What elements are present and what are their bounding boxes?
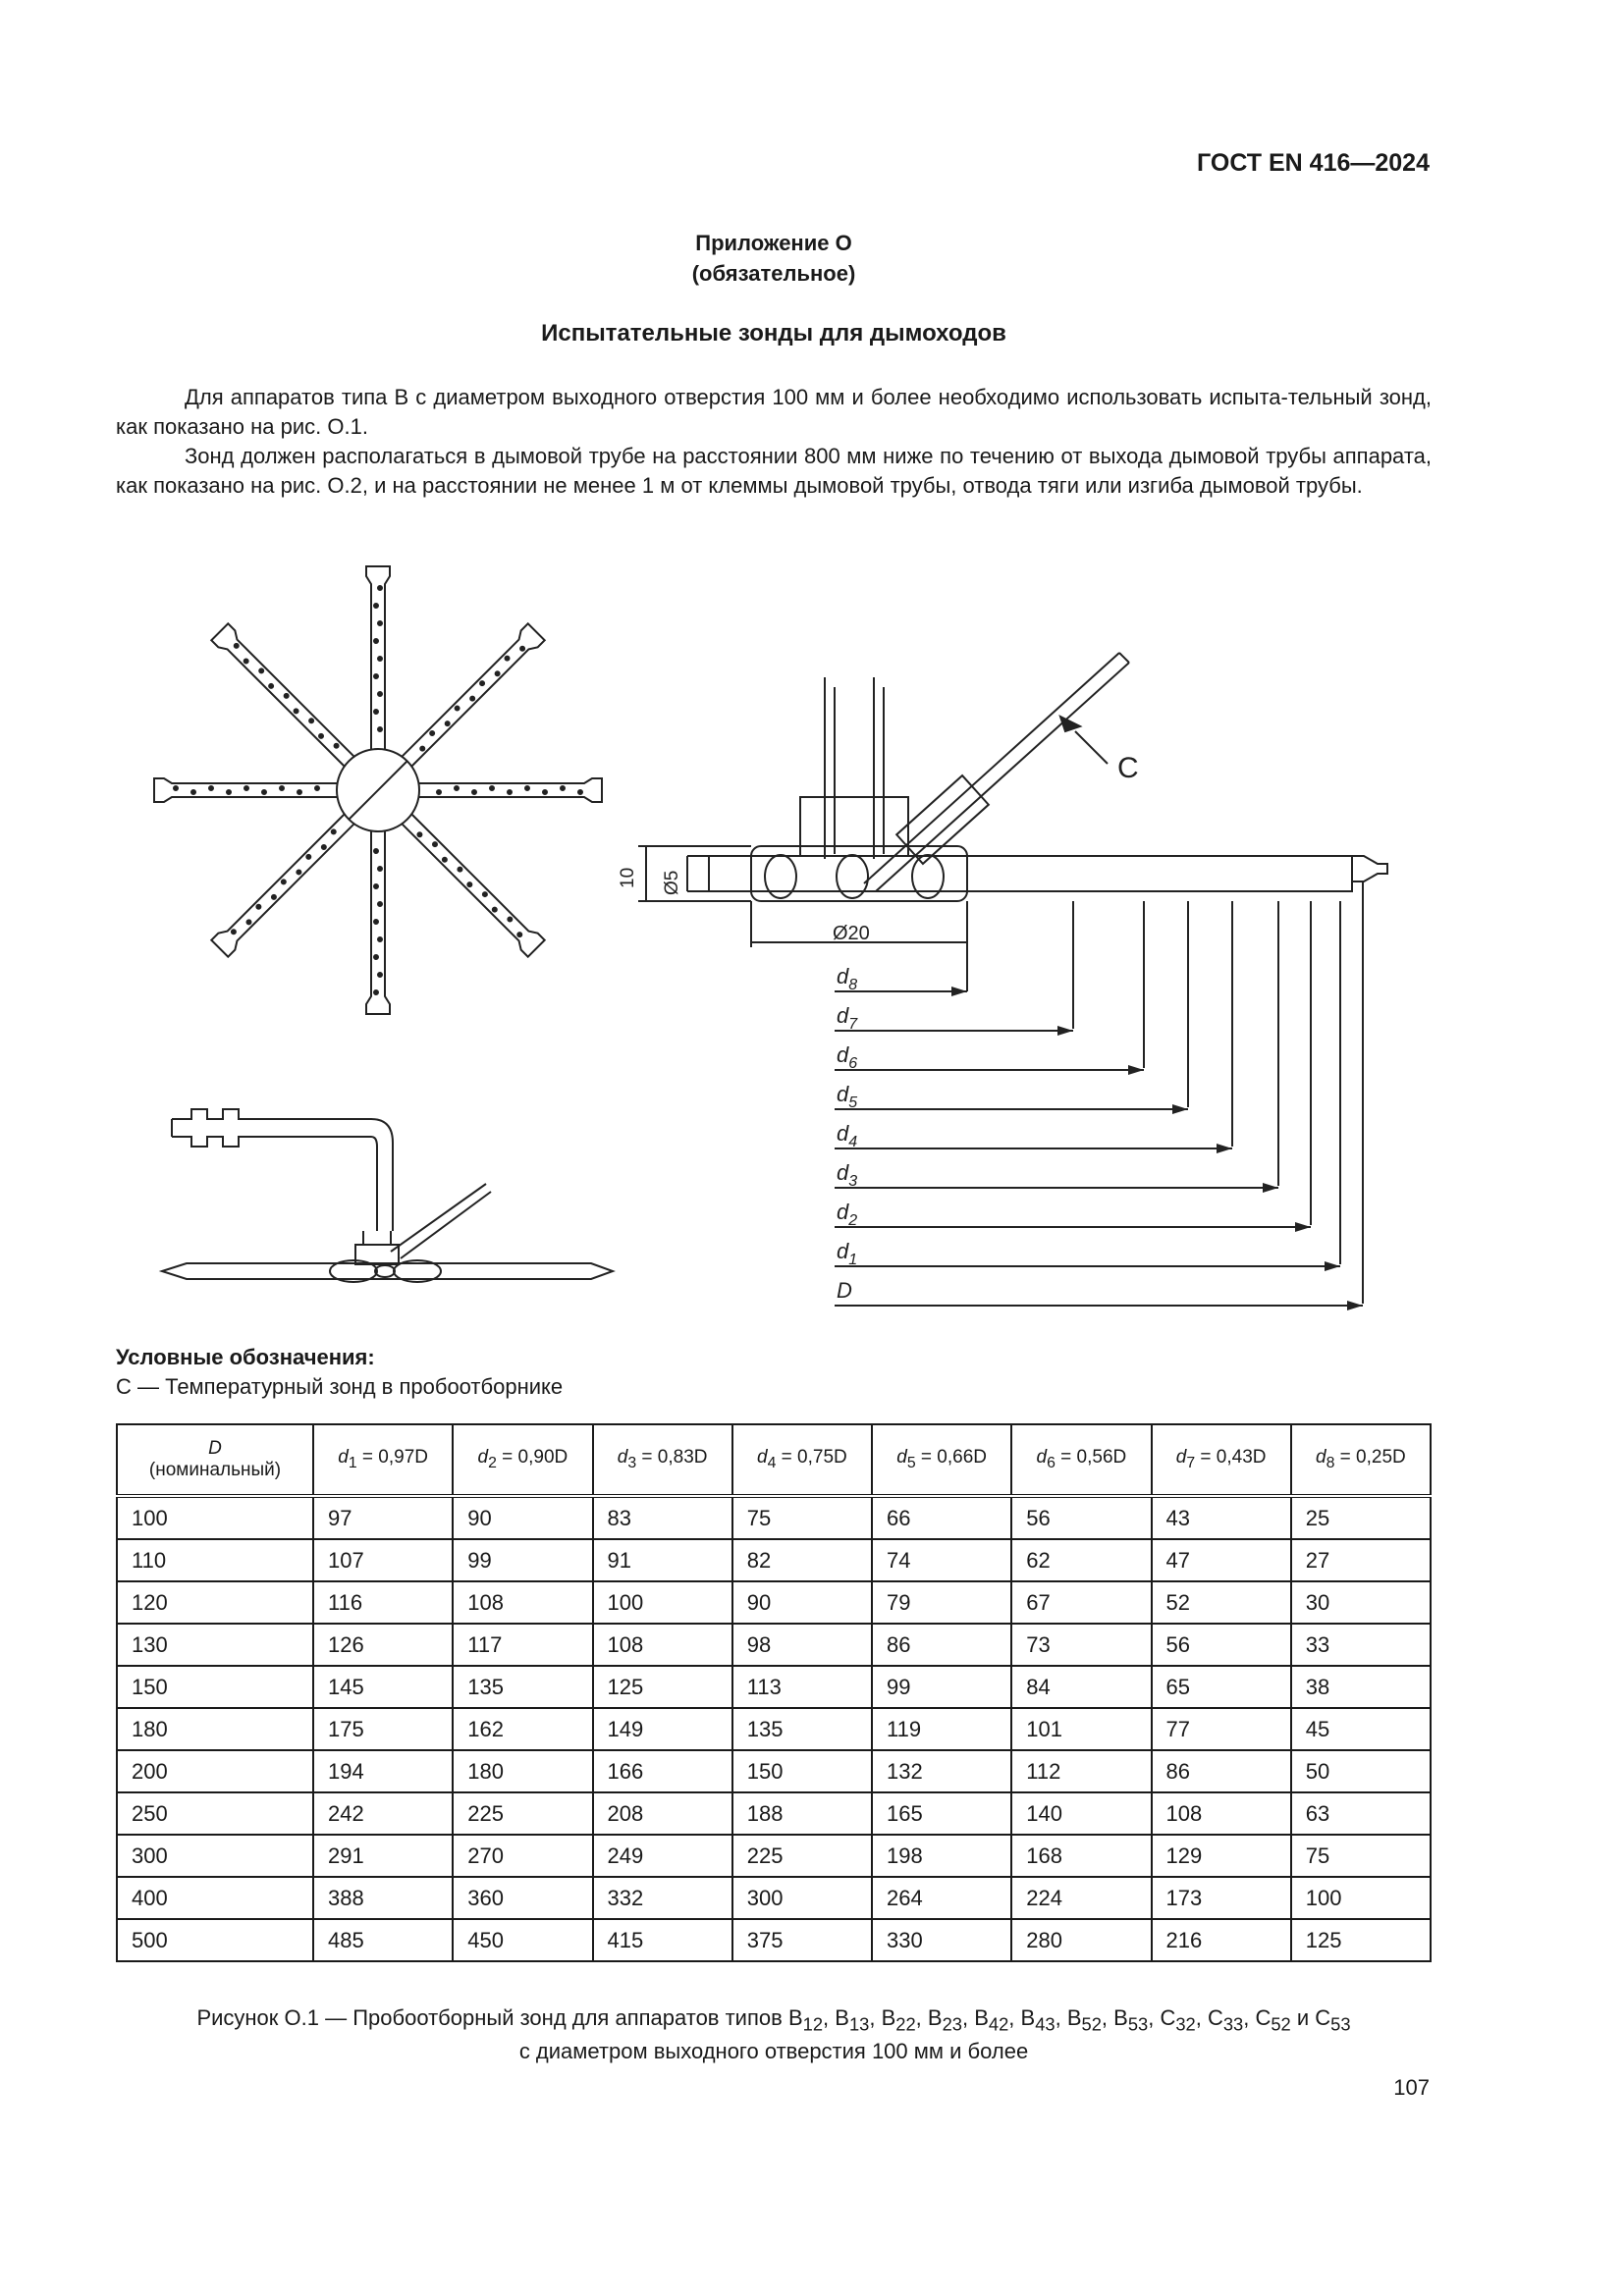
dim-arrow [1325,1261,1340,1271]
sample-hole [378,621,382,625]
cell-d3: 149 [593,1708,732,1750]
dim-arrow [1128,1065,1144,1075]
cell-d7: 56 [1152,1624,1291,1666]
cell-d3: 108 [593,1624,732,1666]
callout-c: С [1117,752,1139,784]
dim-label: $d_5$ [837,1082,858,1111]
paragraph-2: Зонд должен располагаться в дымовой трубе на расстоянии 800 мм ниже по течению от выхода дымовой трубы аппарата, как показано на рис. О.2, и на расстоянии не менее 1 м от клеммы дымовой трубы, отвода тяги или изгиба дымовой трубы. [116,444,1432,498]
figure-caption [116,2004,1432,2065]
sample-hole [543,790,547,794]
sample-hole [378,867,382,871]
sample-hole [508,917,514,923]
star-arm [211,623,356,769]
caption-prefix: Рисунок О.1 — Пробоотборный зонд для аппаратов типов [196,2005,788,2030]
star-arm [419,778,602,802]
caption-type: $B_{42}$ [974,2005,1009,2035]
dim-arrow [951,987,967,996]
sample-hole [284,693,290,699]
cell-d1: 126 [313,1624,453,1666]
dim-label: $d_2$ [837,1200,858,1229]
cell-d7: 173 [1152,1877,1291,1919]
table-header-row [117,1424,1431,1496]
sample-hole [191,790,195,794]
paragraph-1: Для аппаратов типа В с диаметром выходного отверстия 100 мм и более необходимо использовать испыта-тельный зонд, как показано на рис. О.1. [116,385,1432,439]
cell-d3: 83 [593,1496,732,1539]
cell-d2: 225 [453,1792,592,1835]
cell-d-nominal: 200 [117,1750,313,1792]
sample-hole [268,683,274,689]
dim-arrow [1347,1301,1363,1310]
cell-d6: 73 [1011,1624,1151,1666]
sample-hole [374,849,378,853]
dimension-table [116,1423,1432,1962]
cell-d6: 84 [1011,1666,1151,1708]
header-d-symbol: D [208,1438,222,1459]
sample-hole [315,786,319,790]
cell-d5: 86 [872,1624,1011,1666]
sample-hole [308,718,314,723]
cell-d7: 65 [1152,1666,1291,1708]
cell-d8: 125 [1291,1919,1431,1961]
header-d-nominal [117,1424,313,1496]
caption-type: $B_{22}$ [881,2005,916,2035]
cell-d2: 450 [453,1919,592,1961]
dim-label: $d_3$ [837,1160,858,1190]
cell-d5: 74 [872,1539,1011,1581]
sample-hole [419,746,425,752]
cell-d5: 99 [872,1666,1011,1708]
sample-hole [244,786,248,790]
sample-hole [374,674,378,678]
cell-d1: 388 [313,1877,453,1919]
sample-hole [378,727,382,731]
cell-d4: 90 [732,1581,872,1624]
cell-d6: 101 [1011,1708,1151,1750]
sample-hole [469,696,475,702]
sample-hole [331,829,337,835]
cell-d4: 98 [732,1624,872,1666]
sample-hole [174,786,178,790]
cell-d6: 140 [1011,1792,1151,1835]
sample-hole [432,841,438,847]
table-row [117,1581,1431,1624]
sample-hole [492,907,498,913]
table-row [117,1750,1431,1792]
sample-hole [472,790,476,794]
cell-d-nominal: 500 [117,1919,313,1961]
sample-hole [437,790,441,794]
cell-d2: 135 [453,1666,592,1708]
sample-hole [505,656,511,662]
cell-d7: 52 [1152,1581,1291,1624]
sample-hole [458,867,463,873]
sample-hole [227,790,231,794]
dim-d20-label: Ø20 [833,923,870,944]
sample-hole [258,668,264,674]
cell-d2: 270 [453,1835,592,1877]
cell-d7: 47 [1152,1539,1291,1581]
sample-hole [417,831,423,837]
header-d1: $d_1 = 0,97D$ [313,1424,453,1496]
table-row [117,1624,1431,1666]
legend-title: Условные обозначения: [116,1345,375,1369]
dim-arrow [1295,1222,1311,1232]
sample-hole [280,786,284,790]
standard-code: ГОСТ EN 416—2024 [1197,149,1430,177]
cell-d8: 45 [1291,1708,1431,1750]
cell-d5: 330 [872,1919,1011,1961]
header-d5: $d_5 = 0,66D$ [872,1424,1011,1496]
sample-hole [246,920,252,926]
sample-hole [578,790,582,794]
sample-hole [429,730,435,736]
cell-d4: 188 [732,1792,872,1835]
sample-hole [378,692,382,696]
caption-type: $B_{12}$ [787,2005,824,2035]
cell-d2: 162 [453,1708,592,1750]
cell-d6: 280 [1011,1919,1151,1961]
cell-d1: 97 [313,1496,453,1539]
sample-hole [378,657,382,661]
sample-hole [244,659,249,665]
cell-d-nominal: 130 [117,1624,313,1666]
sample-hole [374,955,378,959]
cell-d-nominal: 100 [117,1496,313,1539]
cell-d6: 168 [1011,1835,1151,1877]
cell-d1: 485 [313,1919,453,1961]
cell-d4: 113 [732,1666,872,1708]
caption-type: $B_{13}$ [835,2005,870,2035]
header-d7: $d_7 = 0,43D$ [1152,1424,1291,1496]
sample-hole [374,884,378,888]
cell-d8: 75 [1291,1835,1431,1877]
star-probe-drawing [154,566,602,1014]
cell-d-nominal: 180 [117,1708,313,1750]
cell-d2: 99 [453,1539,592,1581]
table-row [117,1708,1431,1750]
cell-d-nominal: 150 [117,1666,313,1708]
header-d3: $d_3 = 0,83D$ [593,1424,732,1496]
cell-d2: 360 [453,1877,592,1919]
sample-hole [374,920,378,924]
cell-d8: 30 [1291,1581,1431,1624]
sample-hole [445,721,451,726]
sample-hole [378,902,382,906]
cell-d4: 225 [732,1835,872,1877]
caption-type: $B_{52}$ [1066,2005,1102,2035]
star-arm [399,811,544,956]
sample-hole [334,743,340,749]
dim-label: $d_4$ [837,1121,858,1150]
dim-arrow [1263,1183,1278,1193]
cell-d8: 50 [1291,1750,1431,1792]
sample-hole [305,854,311,860]
dim-label: $d_8$ [837,964,858,993]
cell-d3: 208 [593,1792,732,1835]
sample-hole [298,790,301,794]
dim-label: $d_7$ [837,1003,858,1033]
sample-hole [321,844,327,850]
cell-d1: 145 [313,1666,453,1708]
dim-10-label: 10 [618,867,638,888]
cell-d1: 242 [313,1792,453,1835]
cell-d5: 79 [872,1581,1011,1624]
sample-hole [231,929,237,934]
header-d2: $d_2 = 0,90D$ [453,1424,592,1496]
cell-d7: 216 [1152,1919,1291,1961]
sample-hole [455,786,459,790]
star-arm [366,831,390,1014]
dim-label: $d_6$ [837,1042,858,1072]
cell-d-nominal: 250 [117,1792,313,1835]
sample-hole [374,710,378,714]
table-body [117,1496,1431,1961]
cell-d1: 194 [313,1750,453,1792]
sample-hole [281,880,287,885]
cell-d4: 82 [732,1539,872,1581]
table-row [117,1666,1431,1708]
cell-d2: 108 [453,1581,592,1624]
dim-label: D [837,1278,852,1303]
header-d-note: (номинальный) [148,1460,282,1480]
caption-type: $B_{53}$ [1113,2005,1149,2035]
cell-d8: 63 [1291,1792,1431,1835]
table-row [117,1835,1431,1877]
caption-line-1 [116,2004,1432,2038]
cell-d1: 116 [313,1581,453,1624]
sample-hole [262,790,266,794]
caption-line-2: с диаметром выходного отверстия 100 мм и более [518,2039,1029,2064]
sample-hole [482,891,488,897]
sample-hole [525,786,529,790]
dim-arrow [1217,1144,1232,1153]
sample-hole [378,586,382,590]
cell-d4: 300 [732,1877,872,1919]
header-d8: $d_8 = 0,25D$ [1291,1424,1431,1496]
cell-d6: 62 [1011,1539,1151,1581]
sample-hole [297,870,302,876]
section-title: Испытательные зонды для дымоходов [541,320,1006,347]
sample-hole [209,786,213,790]
section-view-drawing [638,653,1387,1304]
cell-d8: 38 [1291,1666,1431,1708]
sample-hole [519,646,525,652]
sample-hole [442,857,448,863]
page-number: 107 [1393,2075,1430,2100]
cell-d7: 108 [1152,1792,1291,1835]
cell-d6: 67 [1011,1581,1151,1624]
header-d4: $d_4 = 0,75D$ [732,1424,872,1496]
caption-type: $C_{52}$ [1255,2005,1291,2035]
sample-hole [508,790,512,794]
cell-d2: 117 [453,1624,592,1666]
cell-d-nominal: 400 [117,1877,313,1919]
cell-d7: 77 [1152,1708,1291,1750]
cell-d6: 112 [1011,1750,1151,1792]
cell-d7: 86 [1152,1750,1291,1792]
cell-d6: 224 [1011,1877,1151,1919]
caption-type: $B_{43}$ [1020,2005,1056,2035]
sample-hole [374,639,378,643]
star-arm [211,811,356,956]
sample-hole [479,680,485,686]
sample-hole [234,643,240,649]
cell-d2: 90 [453,1496,592,1539]
cell-d8: 27 [1291,1539,1431,1581]
sample-hole [374,604,378,608]
side-view-drawing [162,1109,613,1282]
sample-hole [495,670,501,676]
sample-hole [490,786,494,790]
cell-d5: 165 [872,1792,1011,1835]
cell-d5: 198 [872,1835,1011,1877]
cell-d8: 33 [1291,1624,1431,1666]
hub-crossline [349,761,407,820]
cell-d4: 135 [732,1708,872,1750]
caption-type: $C_{33}$ [1207,2005,1244,2035]
sample-hole [467,881,473,887]
table-row [117,1792,1431,1835]
appendix-status: (обязательное) [691,261,856,286]
cell-d3: 100 [593,1581,732,1624]
header-d6: $d_6 = 0,56D$ [1011,1424,1151,1496]
table-row [117,1539,1431,1581]
cell-d4: 375 [732,1919,872,1961]
dim-arrow [1172,1104,1188,1114]
star-arm [154,778,337,802]
caption-type: $B_{23}$ [927,2005,962,2035]
cell-d8: 25 [1291,1496,1431,1539]
dimension-lines [835,964,1363,1310]
legend-item-c: С — Температурный зонд в пробоотборнике [116,1374,564,1399]
sample-hole [294,709,299,715]
cell-d1: 291 [313,1835,453,1877]
cell-d8: 100 [1291,1877,1431,1919]
cell-d3: 125 [593,1666,732,1708]
caption-type: $C_{53}$ [1315,2005,1351,2035]
appendix-title: Приложение О [695,231,852,255]
sample-hole [256,904,262,910]
sample-hole [374,990,378,994]
cell-d6: 56 [1011,1496,1151,1539]
sample-hole [378,973,382,977]
dim-d5-label: Ø5 [662,870,682,895]
table-row [117,1877,1431,1919]
cell-d5: 132 [872,1750,1011,1792]
caption-types: $B_{12}$, $B_{13}$, $B_{22}$, $B_{23}$, $B_{42}$, $B_{43}$, $B_{52}$, $B_{53}$, $C_{32}$, $C_{33}$, $C_{52}$ и $C_{53}$ [787,2005,1351,2035]
cell-d3: 91 [593,1539,732,1581]
cell-d5: 66 [872,1496,1011,1539]
table-row [117,1919,1431,1961]
cell-d4: 150 [732,1750,872,1792]
sample-hole [516,932,522,937]
cell-d-nominal: 110 [117,1539,313,1581]
cell-d3: 415 [593,1919,732,1961]
sample-hole [271,894,277,900]
table-row [117,1496,1431,1539]
sample-hole [561,786,565,790]
cell-d1: 107 [313,1539,453,1581]
cell-d-nominal: 120 [117,1581,313,1624]
cell-d5: 119 [872,1708,1011,1750]
cell-d2: 180 [453,1750,592,1792]
sample-hole [455,706,460,712]
cell-d5: 264 [872,1877,1011,1919]
dim-arrow [1057,1026,1073,1036]
dim-label: $d_1$ [837,1239,858,1268]
star-arm [366,566,390,749]
cell-d3: 332 [593,1877,732,1919]
cell-d4: 75 [732,1496,872,1539]
cell-d-nominal: 300 [117,1835,313,1877]
cell-d7: 43 [1152,1496,1291,1539]
caption-type: $C_{32}$ [1160,2005,1196,2035]
cell-d3: 166 [593,1750,732,1792]
sample-hole [318,733,324,739]
sample-hole [378,937,382,941]
cell-d7: 129 [1152,1835,1291,1877]
cell-d1: 175 [313,1708,453,1750]
cell-d3: 249 [593,1835,732,1877]
star-arm [399,623,544,769]
